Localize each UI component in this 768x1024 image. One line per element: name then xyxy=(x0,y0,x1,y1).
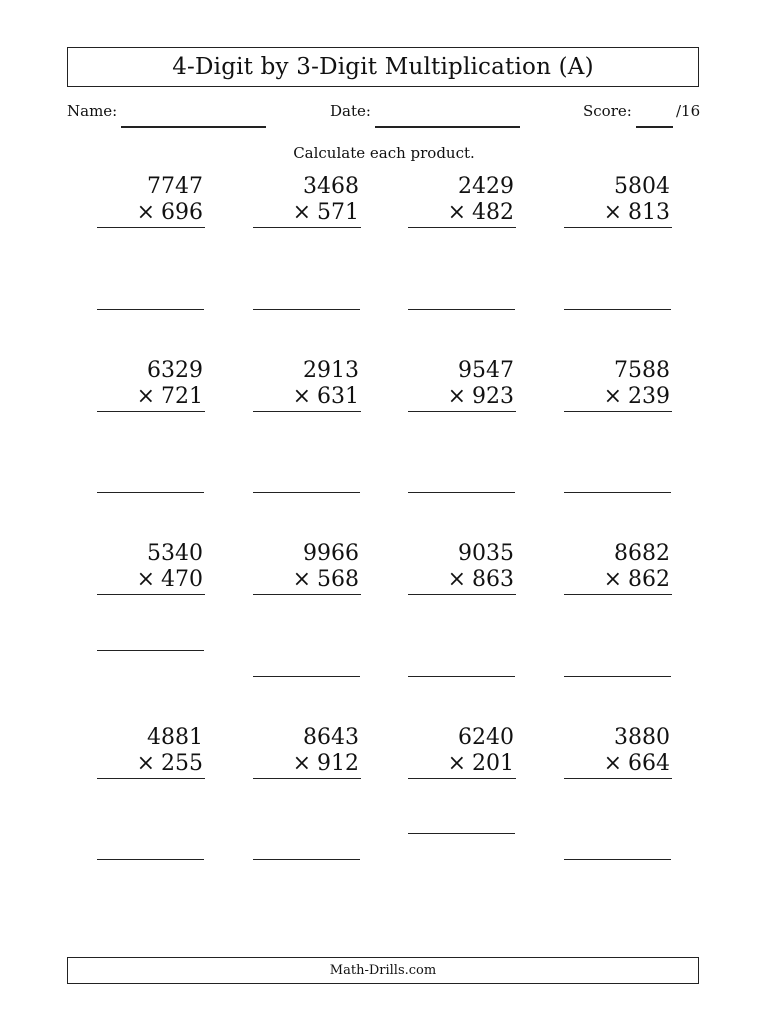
product-rule xyxy=(97,227,205,228)
answer-line[interactable] xyxy=(253,492,360,493)
worksheet-title: 4-Digit by 3-Digit Multiplication (A) xyxy=(172,54,594,80)
multiplier-row xyxy=(97,384,205,410)
multiplier: 696 xyxy=(161,200,203,225)
problem-10 xyxy=(253,541,361,595)
times-sign: × xyxy=(603,384,622,409)
multiplicand: 7747 xyxy=(147,174,203,199)
product-rule xyxy=(97,594,205,595)
times-sign: × xyxy=(292,384,311,409)
times-sign: × xyxy=(603,567,622,592)
answer-line[interactable] xyxy=(564,676,671,677)
multiplier-row xyxy=(253,567,361,593)
product-rule xyxy=(564,227,672,228)
footer-text: Math-Drills.com xyxy=(329,963,437,978)
answer-line[interactable] xyxy=(564,859,671,860)
multiplier: 862 xyxy=(628,567,670,592)
multiplicand: 7588 xyxy=(614,358,670,383)
problem-7 xyxy=(408,358,516,412)
multiplicand: 2913 xyxy=(303,358,359,383)
multiplier: 923 xyxy=(472,384,514,409)
multiplier-row xyxy=(408,200,516,226)
date-field[interactable] xyxy=(375,126,520,128)
times-sign: × xyxy=(136,751,155,776)
product-rule xyxy=(408,594,516,595)
name-label: Name: xyxy=(67,102,118,120)
multiplicand: 3880 xyxy=(614,725,670,750)
problem-16 xyxy=(564,725,672,779)
multiplicand: 9035 xyxy=(458,541,514,566)
problem-15 xyxy=(408,725,516,779)
multiplier-row xyxy=(253,751,361,777)
answer-line[interactable] xyxy=(97,650,204,651)
product-rule xyxy=(408,778,516,779)
answer-line[interactable] xyxy=(564,309,671,310)
multiplier-row xyxy=(97,200,205,226)
times-sign: × xyxy=(136,567,155,592)
problem-8 xyxy=(564,358,672,412)
multiplier: 813 xyxy=(628,200,670,225)
score-label: Score: xyxy=(583,102,632,120)
multiplier-row xyxy=(408,384,516,410)
multiplicand: 5804 xyxy=(614,174,670,199)
multiplier: 571 xyxy=(317,200,359,225)
times-sign: × xyxy=(136,384,155,409)
product-rule xyxy=(564,594,672,595)
multiplier-row xyxy=(408,567,516,593)
multiplier: 255 xyxy=(161,751,203,776)
multiplier-row xyxy=(408,751,516,777)
multiplicand: 2429 xyxy=(458,174,514,199)
product-rule xyxy=(408,411,516,412)
problem-13 xyxy=(97,725,205,779)
answer-line[interactable] xyxy=(253,859,360,860)
times-sign: × xyxy=(292,200,311,225)
times-sign: × xyxy=(136,200,155,225)
multiplier-row xyxy=(253,384,361,410)
times-sign: × xyxy=(603,200,622,225)
multiplier: 568 xyxy=(317,567,359,592)
footer-box xyxy=(67,957,699,984)
score-field[interactable] xyxy=(636,126,673,128)
product-rule xyxy=(253,594,361,595)
product-rule xyxy=(408,227,516,228)
problem-5 xyxy=(97,358,205,412)
problem-4 xyxy=(564,174,672,228)
answer-line[interactable] xyxy=(253,676,360,677)
answer-line[interactable] xyxy=(97,309,204,310)
times-sign: × xyxy=(292,567,311,592)
multiplier-row xyxy=(97,567,205,593)
product-rule xyxy=(253,778,361,779)
product-rule xyxy=(253,227,361,228)
multiplier: 239 xyxy=(628,384,670,409)
multiplicand: 5340 xyxy=(147,541,203,566)
problem-3 xyxy=(408,174,516,228)
product-rule xyxy=(253,411,361,412)
multiplier: 631 xyxy=(317,384,359,409)
multiplicand: 4881 xyxy=(147,725,203,750)
multiplicand: 3468 xyxy=(303,174,359,199)
name-field[interactable] xyxy=(121,126,266,128)
answer-line[interactable] xyxy=(408,309,515,310)
product-rule xyxy=(97,411,205,412)
times-sign: × xyxy=(292,751,311,776)
multiplicand: 9966 xyxy=(303,541,359,566)
answer-line[interactable] xyxy=(253,309,360,310)
problem-12 xyxy=(564,541,672,595)
date-label: Date: xyxy=(330,102,371,120)
multiplier: 664 xyxy=(628,751,670,776)
instructions: Calculate each product. xyxy=(293,144,475,162)
multiplier: 470 xyxy=(161,567,203,592)
multiplicand: 6329 xyxy=(147,358,203,383)
score-total: /16 xyxy=(676,102,701,120)
product-rule xyxy=(97,778,205,779)
multiplicand: 8682 xyxy=(614,541,670,566)
multiplier: 482 xyxy=(472,200,514,225)
product-rule xyxy=(564,411,672,412)
times-sign: × xyxy=(603,751,622,776)
multiplier: 912 xyxy=(317,751,359,776)
multiplier-row xyxy=(564,751,672,777)
title-box xyxy=(67,47,699,87)
multiplier-row xyxy=(97,751,205,777)
problem-2 xyxy=(253,174,361,228)
answer-line[interactable] xyxy=(97,859,204,860)
times-sign: × xyxy=(447,751,466,776)
problem-6 xyxy=(253,358,361,412)
answer-line[interactable] xyxy=(564,492,671,493)
times-sign: × xyxy=(447,384,466,409)
answer-line[interactable] xyxy=(408,676,515,677)
product-rule xyxy=(564,778,672,779)
multiplier-row xyxy=(564,200,672,226)
multiplier-row xyxy=(564,384,672,410)
answer-line[interactable] xyxy=(97,492,204,493)
answer-line[interactable] xyxy=(408,833,515,834)
multiplicand: 8643 xyxy=(303,725,359,750)
times-sign: × xyxy=(447,200,466,225)
multiplier: 721 xyxy=(161,384,203,409)
multiplier: 201 xyxy=(472,751,514,776)
multiplicand: 9547 xyxy=(458,358,514,383)
problem-1 xyxy=(97,174,205,228)
multiplier-row xyxy=(253,200,361,226)
answer-line[interactable] xyxy=(408,492,515,493)
problem-11 xyxy=(408,541,516,595)
multiplier-row xyxy=(564,567,672,593)
problem-14 xyxy=(253,725,361,779)
times-sign: × xyxy=(447,567,466,592)
multiplier: 863 xyxy=(472,567,514,592)
problem-9 xyxy=(97,541,205,595)
multiplicand: 6240 xyxy=(458,725,514,750)
